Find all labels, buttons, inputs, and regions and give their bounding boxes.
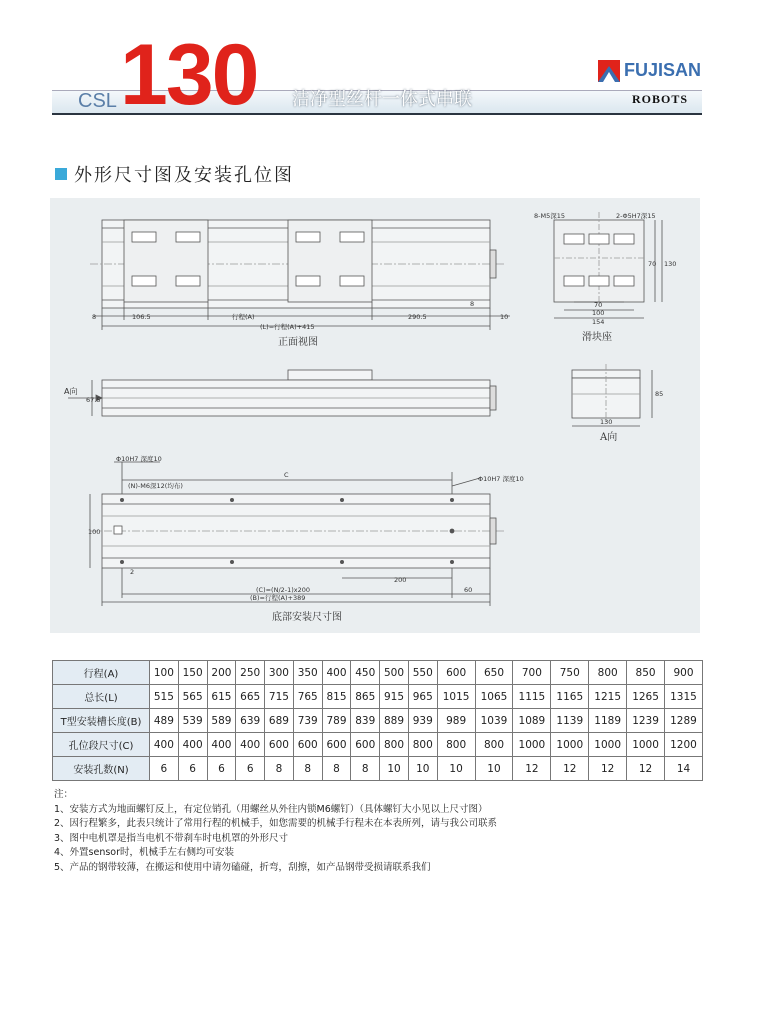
table-cell: 600 [265,733,294,757]
table-cell: 489 [150,709,179,733]
dim-bottom-b: (B)=行程(A)+389 [250,594,306,602]
brand-logo-block [598,56,702,90]
table-cell: 500 [380,661,409,685]
table-cell: 8 [322,757,351,781]
table-cell: 150 [178,661,207,685]
front-view [90,220,510,330]
table-cell: 839 [351,709,380,733]
table-cell: 900 [665,661,703,685]
table-row [53,661,703,685]
slider-note-pin: 2-Φ5H7深15 [616,212,656,220]
dim-front-8: 8 [92,313,97,321]
table-cell: 1000 [513,733,551,757]
drawing-panel [50,198,700,633]
table-cell: 200 [207,661,236,685]
table-cell: 1200 [665,733,703,757]
product-name: 洁净型丝杆一体式串联 [292,89,472,110]
table-cell: 639 [236,709,265,733]
note-item: 2、因行程繁多，此表只统计了常用行程的机械手，如您需要的机械手行程未在本表所列，请与我公司联系 [54,818,498,830]
brand-name: FUJISAN [624,60,702,80]
table-cell: 550 [408,661,437,685]
table-cell: 1315 [665,685,703,709]
bottom-note-pin-left: Φ10H7 深度10 [116,455,162,463]
row-header: 孔位段尺寸(C) [53,733,150,757]
table-cell: 6 [207,757,236,781]
note-item: 5、产品的钢带较薄，在搬运和使用中请勿磕碰，折弯，刮擦，如产品钢带受损请联系我们 [54,861,431,873]
slider-note-m5: 8-M5深15 [534,212,565,220]
table-cell: 1000 [551,733,589,757]
dim-slider-70v: 70 [648,260,657,268]
table-cell: 6 [150,757,179,781]
table-cell: 1065 [475,685,513,709]
table-cell: 689 [265,709,294,733]
table-cell: 400 [207,733,236,757]
table-cell: 750 [551,661,589,685]
end-view [572,364,652,426]
table-cell: 1239 [627,709,665,733]
table-cell: 14 [665,757,703,781]
note-item: 4、外置sensor时，机械手左右侧均可安装 [54,847,235,859]
table-row [53,685,703,709]
table-cell: 1139 [551,709,589,733]
section-marker-icon [55,168,67,180]
technical-drawing [50,198,700,633]
table-cell: 12 [627,757,665,781]
table-cell: 665 [236,685,265,709]
table-cell: 800 [475,733,513,757]
table-cell: 6 [178,757,207,781]
table-cell: 1189 [589,709,627,733]
table-cell: 1289 [665,709,703,733]
table-cell: 350 [293,661,322,685]
table-cell: 989 [437,709,475,733]
table-cell: 565 [178,685,207,709]
table-cell: 400 [150,733,179,757]
note-item: 3、图中电机罩是指当电机不带刹车时电机罩的外形尺寸 [54,832,289,844]
table-cell: 8 [351,757,380,781]
table-cell: 515 [150,685,179,709]
table-cell: 12 [551,757,589,781]
bottom-view-caption: 底部安装尺寸图 [272,612,342,623]
dim-end-130: 130 [600,418,613,426]
bottom-note-pin-right: Φ10H7 深度10 [478,475,524,483]
table-cell: 889 [380,709,409,733]
table-row [53,757,703,781]
table-cell: 715 [265,685,294,709]
table-cell: 800 [437,733,475,757]
table-cell: 10 [408,757,437,781]
dim-end-85: 85 [655,390,664,398]
dim-front-total: (L)=行程(A)+415 [260,323,315,331]
dim-slider-130v: 130 [664,260,677,268]
dim-front-10: 10 [500,313,509,321]
table-cell: 700 [513,661,551,685]
dim-bottom-c: C [284,471,289,479]
table-cell: 1165 [551,685,589,709]
table-cell: 12 [513,757,551,781]
table-cell: 1039 [475,709,513,733]
fujisan-logo-icon [598,60,620,82]
table-cell: 800 [380,733,409,757]
dim-front-stroke: 行程(A) [232,313,255,321]
table-cell: 300 [265,661,294,685]
table-cell: 865 [351,685,380,709]
table-cell: 8 [293,757,322,781]
table-cell: 400 [322,661,351,685]
table-cell: 1089 [513,709,551,733]
table-cell: 789 [322,709,351,733]
table-cell: 600 [437,661,475,685]
dim-front-106: 106.5 [132,313,151,321]
table-cell: 450 [351,661,380,685]
slider-view [554,212,662,318]
table-cell: 250 [236,661,265,685]
table-cell: 800 [589,661,627,685]
row-header: 总长(L) [53,685,150,709]
notes-title: 注： [54,789,74,800]
table-cell: 1115 [513,685,551,709]
table-cell: 10 [380,757,409,781]
front-view-caption: 正面视图 [278,337,318,348]
section-title: 外形尺寸图及安装孔位图 [74,165,294,186]
table-cell: 939 [408,709,437,733]
table-cell: 600 [322,733,351,757]
row-header: 行程(A) [53,661,150,685]
dim-front-8b: 8 [470,300,475,308]
series-label: CSL [78,90,117,112]
table-cell: 539 [178,709,207,733]
table-cell: 600 [351,733,380,757]
dim-bottom-100: 100 [88,528,101,536]
note-item: 1、安装方式为地面螺钉反上，有定位销孔（用螺丝从外往内锁M6螺钉）（具体螺钉大小见以上尺寸图） [54,803,488,815]
side-view-direction-label: A向 [64,387,78,396]
dim-slider-70: 70 [594,301,603,309]
table-cell: 600 [293,733,322,757]
row-header: 安装孔数(N) [53,757,150,781]
bottom-note-holes: (N)-M6深12(均布) [128,482,183,490]
table-cell: 6 [236,757,265,781]
dim-slider-100: 100 [592,309,605,317]
table-cell: 100 [150,661,179,685]
table-cell: 1000 [589,733,627,757]
table-cell: 10 [475,757,513,781]
table-row [53,709,703,733]
end-view-caption: A向 [600,432,618,443]
row-header: T型安装槽长度(B) [53,709,150,733]
dim-bottom-c-formula: (C)=(N/2-1)x200 [256,586,311,594]
table-cell: 965 [408,685,437,709]
notes-block [54,788,497,876]
table-cell: 400 [236,733,265,757]
table-cell: 1015 [437,685,475,709]
spec-table [52,660,703,781]
table-cell: 915 [380,685,409,709]
table-cell: 12 [589,757,627,781]
table-cell: 1265 [627,685,665,709]
dim-front-290: 290.5 [408,313,427,321]
table-cell: 615 [207,685,236,709]
dim-bottom-60: 60 [464,586,473,594]
table-cell: 10 [437,757,475,781]
table-row [53,733,703,757]
table-cell: 739 [293,709,322,733]
table-cell: 1000 [627,733,665,757]
model-number: 130 [120,27,258,123]
dim-slider-154: 154 [592,318,605,326]
table-cell: 650 [475,661,513,685]
slider-caption: 滑块座 [582,332,612,343]
table-cell: 589 [207,709,236,733]
table-cell: 1215 [589,685,627,709]
table-cell: 800 [408,733,437,757]
table-cell: 850 [627,661,665,685]
dim-bottom-2: 2 [130,568,135,576]
side-view [68,370,496,416]
table-cell: 400 [178,733,207,757]
table-cell: 815 [322,685,351,709]
brand-subtitle: ROBOTS [632,92,689,106]
dim-side-67: 67.5 [86,396,101,404]
table-cell: 8 [265,757,294,781]
dim-bottom-200: 200 [394,576,407,584]
table-cell: 765 [293,685,322,709]
